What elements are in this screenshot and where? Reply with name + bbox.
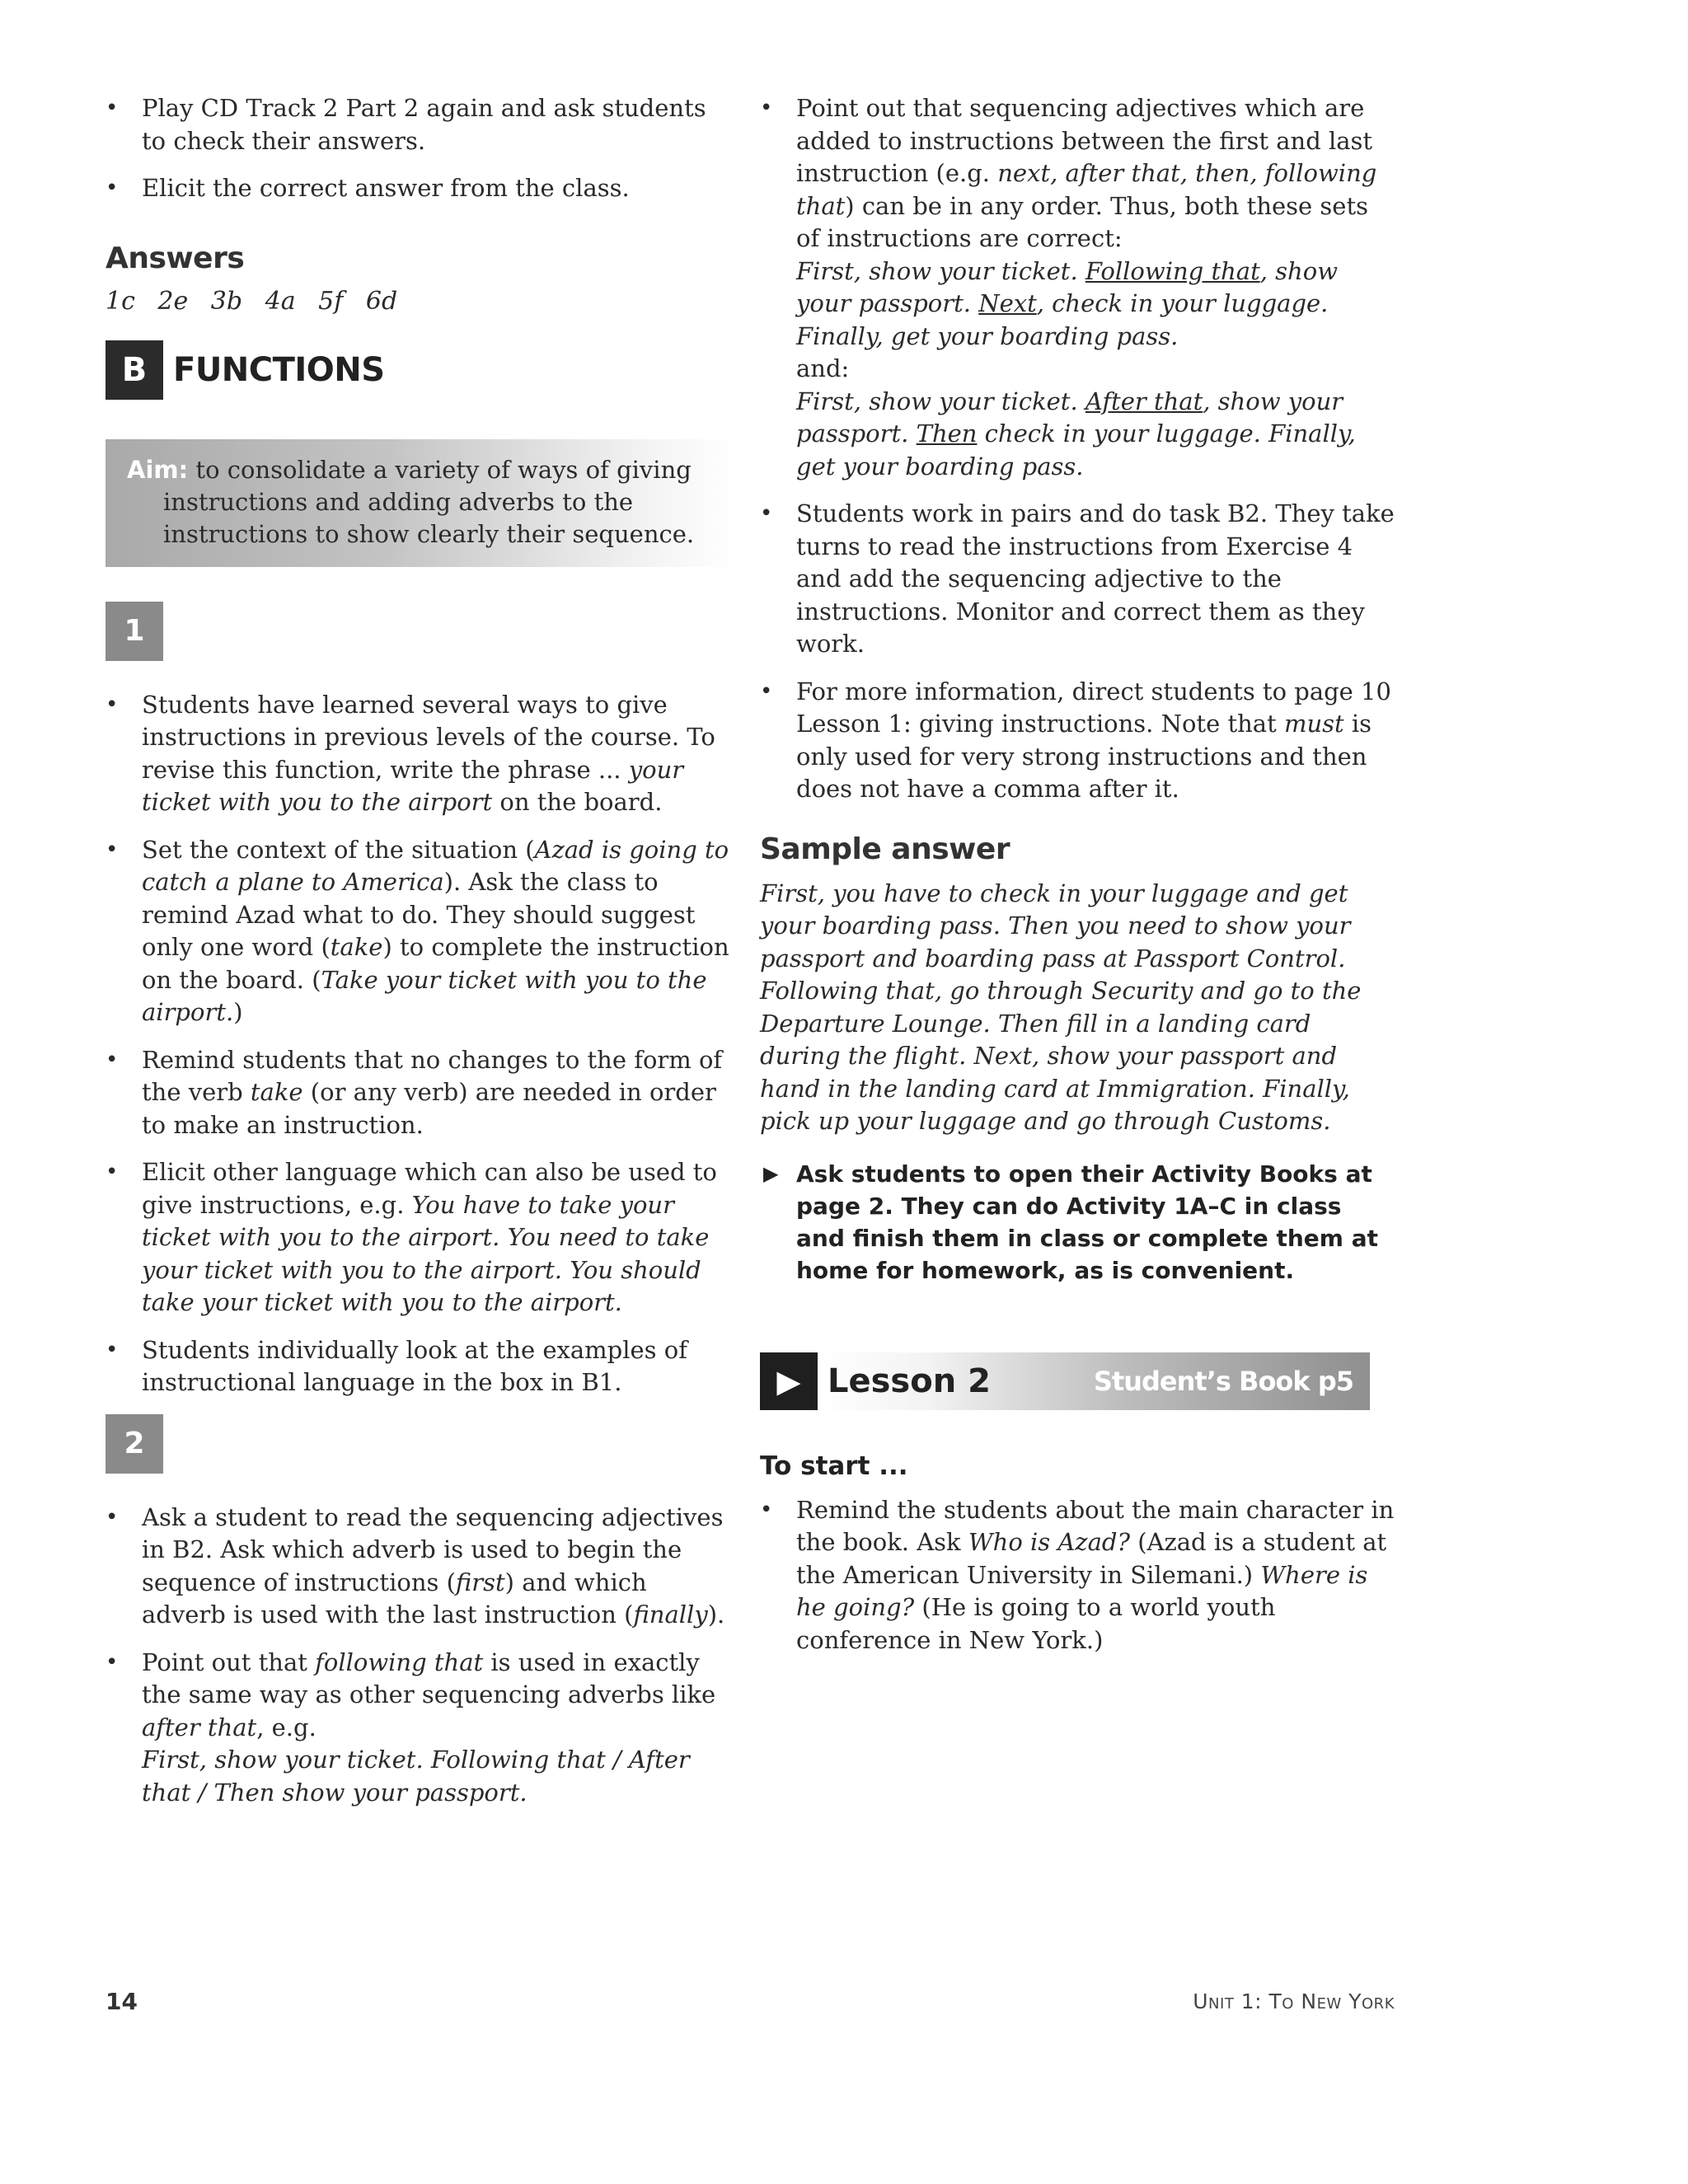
text-run: ) can be in any order. Thus, both these sets of instructions are correct: (796, 191, 1369, 252)
right-bullet-list (760, 92, 1395, 806)
text-run: finally (633, 1601, 708, 1629)
text-run: Then (916, 419, 978, 448)
intro-bullet-list (106, 92, 734, 205)
lesson-banner (760, 1352, 1370, 1410)
text-run: , show your passport. (796, 387, 1343, 448)
text-run: first (455, 1568, 505, 1596)
section-title (106, 340, 734, 400)
exercise-1-bullet-list (106, 689, 734, 1399)
text-run: , e.g. (256, 1713, 316, 1741)
list-item: • Play CD Track 2 Part 2 again and ask students to check their answers. (106, 92, 734, 157)
sample-answer-text: First, you have to check in your luggage and get your boarding pass. Then you need to show your passport and boarding pass at Passport Control. Following that, go through Security and go to the Departure Lounge. Then fill in a landing card during the flight. Next, show your passport and hand in the landing card at Immigration. Finally, pick up your luggage and go through Customs. (760, 879, 1362, 1135)
answers-heading: Answers (106, 241, 245, 275)
text-run: is only used for very strong instructions and then does not have a comma after it. (796, 710, 1372, 803)
right-column (760, 92, 1395, 1671)
list-item (760, 1494, 1395, 1657)
text-run: next, after that, then, following that (796, 159, 1377, 220)
text-run: (or any verb) are needed in order to make an instruction. (142, 1078, 716, 1139)
running-footer: Unit 1: To New York (1193, 1990, 1395, 2013)
list-item: • Elicit the correct answer from the class. (106, 172, 734, 205)
text-run: (He is going to a world youth conference in New York.) (796, 1593, 1276, 1654)
activity-book-instruction (760, 1158, 1395, 1286)
text-run: After that (1085, 387, 1203, 415)
lesson-title: Lesson 2 (828, 1361, 991, 1400)
example-text (796, 255, 1395, 354)
left-column (106, 92, 734, 1824)
page-number: 14 (106, 1988, 138, 2015)
exercise-number-1: 1 (106, 602, 163, 661)
aim-text-first: to consolidate a variety of ways of giving (195, 455, 692, 484)
example-text (796, 386, 1395, 484)
list-item (106, 1156, 734, 1319)
section-letter-badge: B (106, 340, 163, 400)
list-item (760, 92, 1395, 483)
text-run: For more information, direct students to page 10 Lesson 1: giving instructions. Note that (796, 677, 1391, 738)
text-run: Who is Azad? (968, 1528, 1130, 1556)
list-item: • Students work in pairs and do task B2. They take turns to read the instructions from Exercise 4 and add the sequencing adjective to the instructions. Monitor and correct them as they work. (760, 498, 1395, 661)
list-item (760, 676, 1395, 806)
aim-label: Aim: (127, 455, 189, 484)
text-run: Following that (1085, 256, 1260, 285)
text-run: take (330, 933, 383, 961)
text-run: , check in your luggage. Finally, get your boarding pass. (796, 289, 1329, 350)
text-run: First, show your ticket. (796, 256, 1085, 285)
text-run: Remind the students about the main character in the book. Ask (796, 1495, 1395, 1556)
text-run: and: (796, 354, 850, 382)
text-run: Set the context of the situation ( (142, 835, 535, 864)
play-icon: ▶ (760, 1352, 818, 1410)
text-run: Azad is going to catch a plane to America (142, 835, 729, 896)
text-run: ) and which adverb is used with the last instruction ( (142, 1568, 647, 1629)
text-run: take (250, 1078, 303, 1106)
text-run: check in your luggage. Finally, get your boarding pass. (796, 419, 1356, 480)
example-text: First, show your ticket. Following that / After that / Then show your passport. (142, 1746, 690, 1807)
text-run: (Azad is a student at the American University in Silemani.) (796, 1528, 1387, 1589)
text-run: Next (978, 289, 1037, 317)
text-run: ) (233, 998, 243, 1026)
list-item (106, 1044, 734, 1142)
to-start-heading: To start ... (760, 1451, 908, 1481)
text-run: on the board. (492, 788, 663, 816)
aim-text-rest: instructions and adding adverbs to the instructions to show clearly their sequence. (163, 487, 695, 548)
list-item (106, 1647, 734, 1810)
text-run: Elicit other language which can also be used to give instructions, e.g. (142, 1158, 717, 1219)
text-run: Take your ticket with you to the airport. (142, 965, 707, 1026)
text-run: after that (142, 1713, 257, 1741)
text-run: Students have learned several ways to give instructions in previous levels of the course. To revise this function, write the phrase ... (142, 690, 715, 784)
lesson-banner-body (818, 1352, 1370, 1410)
text-run: Remind students that no changes to the form of the verb (142, 1045, 723, 1106)
list-item (106, 834, 734, 1029)
exercise-2-bullet-list (106, 1502, 734, 1810)
section-name: FUNCTIONS (173, 350, 385, 389)
text-run: Ask a student to read the sequencing adjectives in B2. Ask which adverb is used to begin the sequence of instructions ( (142, 1502, 724, 1596)
lesson-book-reference: Student’s Book p5 (1093, 1365, 1353, 1397)
text-run: following that (315, 1647, 484, 1676)
aim-box (106, 439, 734, 567)
sample-answer-heading: Sample answer (760, 832, 1010, 866)
text-run: must (1283, 710, 1344, 738)
text-run: Where is he going? (796, 1560, 1368, 1621)
text-run: ). Ask the class to remind Azad what to do. They should suggest only one word ( (142, 868, 696, 961)
text-run: Point out that (142, 1647, 316, 1676)
answers-line: 1c 2e 3b 4a 5f 6d (106, 286, 398, 316)
to-start-bullet-list (760, 1494, 1395, 1657)
text-run: ). (707, 1601, 725, 1629)
text-run: , show your passport. (796, 256, 1339, 317)
play-triangle-icon: ▶ (763, 1161, 779, 1185)
exercise-number-2: 2 (106, 1414, 163, 1474)
text-run: You have to take your ticket with you to the airport. You need to take your ticket with you to the airport. You should take your ticket with you to the airport. (142, 1190, 710, 1316)
text-run: your ticket with you to the airport (142, 755, 684, 816)
text-run: Ask students to open their Activity Books at page 2. They can do Activity 1A–C in class and finish them in class or complete them at home for homework, as is convenient. (796, 1160, 1379, 1284)
list-item (106, 1502, 734, 1632)
list-item (106, 689, 734, 819)
text-run: is used in exactly the same way as other sequencing adverbs like (142, 1647, 716, 1708)
text-run: First, show your ticket. (796, 387, 1085, 415)
text-run: Point out that sequencing adjectives which are added to instructions between the first and last instruction (e.g. (796, 94, 1373, 187)
text-run: ) to complete the instruction on the board. ( (142, 933, 729, 994)
list-item: • Students individually look at the examples of instructional language in the box in B1. (106, 1334, 734, 1399)
